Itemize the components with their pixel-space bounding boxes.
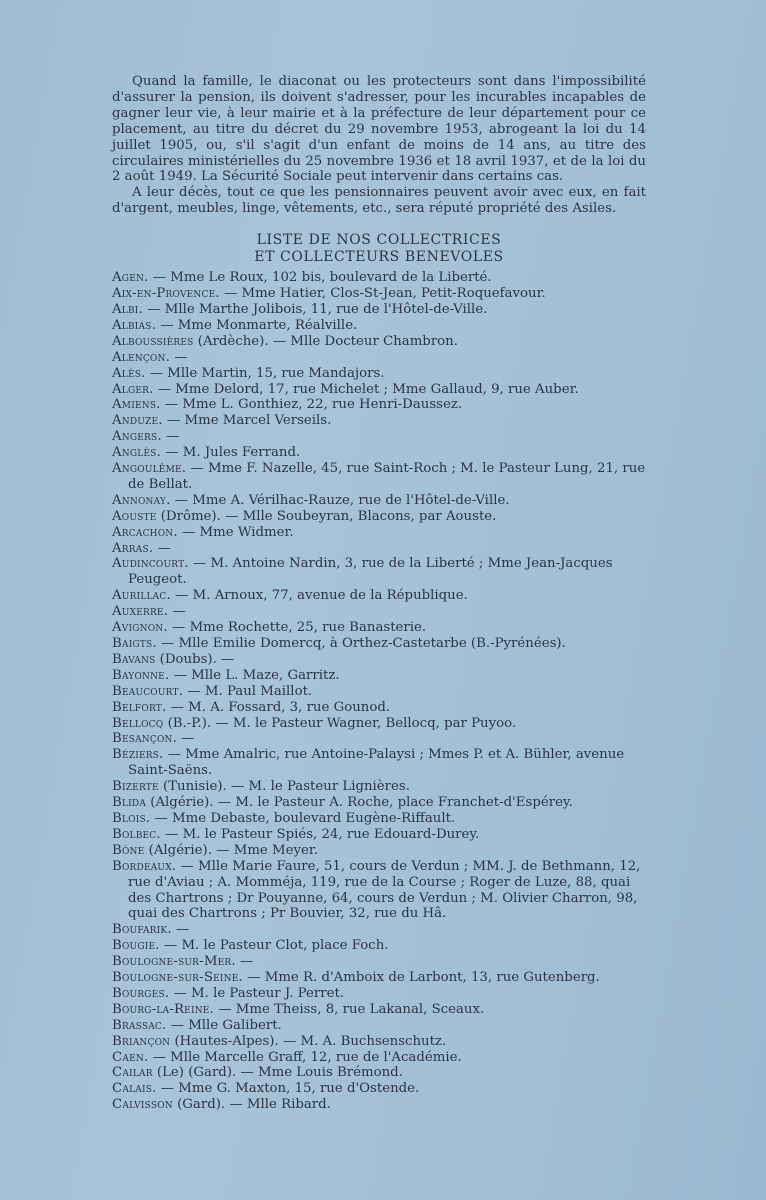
collector-details: — [177,731,195,747]
city-name: Aouste [112,508,157,524]
city-name: Calvisson [112,1097,173,1113]
list-item [112,1081,646,1097]
collector-details: (B.-P.). — M. le Pasteur Wagner, Bellocq, par Puyoo. [163,715,517,731]
city-name: Audincourt. [112,556,189,572]
collector-details: — M. Jules Ferrand. [161,445,301,461]
collector-details: (Algérie). — Mme Meyer. [144,842,319,858]
city-name: Bourg-la-Reine. [112,1001,214,1017]
collector-details: — M. le Pasteur Clot, place Foch. [159,938,389,954]
collector-details: — Mme Widmer. [177,524,294,540]
collector-details: — Mme G. Maxton, 15, rue d'Ostende. [156,1081,420,1097]
list-item [112,779,646,795]
collector-details: — Mlle Emilie Domercq, à Orthez-Castetarbe (B.-Pyrénées). [156,636,566,651]
city-name: Bône [112,842,145,858]
intro-text [112,74,646,217]
collector-details: (Algérie). — M. le Pasteur A. Roche, place Franchet-d'Espérey. [146,795,573,811]
list-item [112,509,646,525]
city-name: Anduze. [112,413,163,429]
list-item [112,954,646,970]
collector-details: — Mlle Marie Faure, 51, cours de Verdun ; MM. J. de Bethmann, 12, rue d'Aviau ; A. Momméja, 119, rue de la Course ; Roger de Luze, 88, quai des Chartrons ; Dr Pouyanne, 64, cours de Verdun ; M. Olivier Charron, 98, quai des Chartrons ; Pr Bouvier, 32, rue du Hâ. [128,858,641,922]
list-item [112,302,646,318]
list-item [112,795,646,811]
collector-list [112,270,646,1113]
list-item [112,525,646,541]
heading-line: ET COLLECTEURS BENEVOLES [254,249,504,266]
city-name: Arcachon. [112,524,178,540]
list-item [112,270,646,286]
city-name: Bolbec. [112,826,161,842]
list-item [112,747,646,779]
city-name: Alès. [112,365,146,381]
city-name: Anglès. [112,445,162,461]
document-page [112,74,646,1113]
city-name: Amiens. [112,397,161,413]
city-name: Alboussières [112,333,194,349]
city-name: Bayonne. [112,667,170,683]
collector-details: — Mme Delord, 17, rue Michelet ; Mme Gallaud, 9, rue Auber. [153,381,579,397]
collector-details: — Mme Monmarte, Réalville. [156,317,358,333]
city-name: Avignon. [112,620,168,636]
collector-details: — Mme Le Roux, 102 bis, boulevard de la Liberté. [148,270,492,286]
list-item [112,1065,646,1081]
list-item [112,445,646,461]
city-name: Albi. [112,301,143,317]
list-item [112,1034,646,1050]
list-item [112,350,646,366]
city-name: Beaucourt. [112,683,184,699]
collector-details: — Mme Rochette, 25, rue Banasterie. [167,620,427,636]
city-name: Agen. [112,270,149,286]
collector-details: — Mlle Marthe Jolibois, 11, rue de l'Hôtel-de-Ville. [142,301,488,317]
city-name: Auxerre. [112,604,169,620]
city-name: Boufarik. [112,922,172,938]
city-name: Baigts. [112,636,157,651]
list-item [112,366,646,382]
collector-details: — Mme Amalric, rue Antoine-Palaysi ; Mmes P. et A. Bühler, avenue Saint-Saëns. [128,747,625,779]
list-item [112,397,646,413]
city-name: Annonay. [112,492,171,508]
list-item [112,286,646,302]
city-name: Angoulême. [112,461,187,477]
collector-details: — [168,604,186,620]
intro-paragraph: A leur décès, tout ce que les pensionnaires peuvent avoir avec eux, en fait d'argent, meubles, linge, vêtements, etc., sera réputé propriété des Asiles. [112,185,646,217]
collector-details: — Mme Hatier, Clos-St-Jean, Petit-Roquefavour. [219,286,546,302]
city-name: Boulogne-sur-Seine. [112,970,243,986]
list-item [112,1002,646,1018]
list-item [112,429,646,445]
city-name: Arras. [112,540,154,556]
collector-details: (Drôme). — Mlle Soubeyran, Blacons, par Aouste. [156,508,497,524]
city-name: Bordeaux. [112,858,177,874]
city-name: Aix-en-Provence. [112,286,220,302]
city-name: Bourges. [112,985,170,1001]
city-name: Angers. [112,429,162,445]
heading-line: LISTE DE NOS COLLECTRICES [256,232,502,249]
list-item [112,588,646,604]
collector-details: — M. Antoine Nardin, 3, rue de la Liberté ; Mme Jean-Jacques Peugeot. [128,556,613,588]
list-item [112,1050,646,1066]
list-item [112,1018,646,1034]
collector-details: — [235,954,254,970]
collector-details: — Mme Debaste, boulevard Eugène-Riffault. [150,810,456,826]
collector-details: — [153,540,171,556]
collector-details: — Mlle Galibert. [166,1017,282,1033]
list-item [112,716,646,732]
list-item [112,413,646,429]
list-item [112,668,646,684]
list-item [112,811,646,827]
list-item [112,859,646,923]
collector-details: — [171,922,190,938]
intro-paragraph: Quand la famille, le diaconat ou les protecteurs sont dans l'impossibilité d'assurer la pension, ils doivent s'adresser, pour les incurables incapables de gagner leur vie, à leur mairie et à la préfecture de leur département pour ce placement, au titre du décret du 29 novembre 1953, abrogeant la loi du 14 juillet 1905, ou, s'il s'agit d'un enfant de moins de 14 ans, au titre des circulaires ministérielles du 25 novembre 1936 et 18 avril 1937, et de la loi du 2 août 1949. La Sécurité Sociale peut intervenir dans certains cas. [112,74,646,185]
city-name: Cailar [112,1065,153,1081]
list-item [112,541,646,557]
list-heading [112,232,646,266]
list-item [112,620,646,636]
list-item [112,493,646,509]
city-name: Blois. [112,810,151,826]
collector-details: (Gard). — Mlle Ribard. [172,1097,331,1113]
city-name: Bizerte [112,779,159,795]
list-item [112,700,646,716]
list-item [112,318,646,334]
list-item [112,604,646,620]
city-name: Bougie. [112,938,160,954]
list-item [112,636,646,652]
collector-details: — Mme Marcel Verseils. [162,413,332,429]
list-item [112,1097,646,1113]
list-item [112,827,646,843]
city-name: Alger. [112,381,154,397]
collector-details: — Mlle L. Maze, Garritz. [169,667,340,683]
collector-details: (Doubs). — [155,651,235,667]
list-item [112,731,646,747]
city-name: Albias. [112,317,157,333]
city-name: Briançon [112,1033,171,1049]
city-name: Brassac. [112,1017,167,1033]
collector-details: — Mlle Marcelle Graff, 12, rue de l'Académie. [148,1049,462,1065]
city-name: Caen. [112,1049,149,1065]
list-item [112,843,646,859]
list-item [112,382,646,398]
list-item [112,461,646,493]
city-name: Besançon. [112,731,178,747]
collector-details: — Mme A. Vérilhac-Rauze, rue de l'Hôtel-de-Ville. [170,492,510,508]
collector-details: (Hautes-Alpes). — M. A. Buchsenschutz. [170,1033,447,1049]
city-name: Bavans [112,651,156,667]
list-item [112,684,646,700]
city-name: Alençon. [112,349,170,365]
collector-details: — M. Arnoux, 77, avenue de la République. [170,588,468,604]
city-name: Belfort. [112,699,167,715]
list-item [112,986,646,1002]
collector-details: — M. A. Fossard, 3, rue Gounod. [166,699,391,715]
collector-details: (Ardèche). — Mlle Docteur Chambron. [193,333,458,349]
city-name: Bellocq [112,715,164,731]
list-item [112,938,646,954]
city-name: Calais. [112,1081,157,1097]
list-item [112,922,646,938]
collector-details: — Mme L. Gonthiez, 22, rue Henri-Daussez. [160,397,463,413]
city-name: Boulogne-sur-Mer. [112,954,236,970]
collector-details: — Mme Theiss, 8, rue Lakanal, Sceaux. [213,1001,485,1017]
collector-details: — M. le Pasteur J. Perret. [169,985,345,1001]
collector-details: — Mme R. d'Amboix de Larbont, 13, rue Gutenberg. [242,970,600,986]
collector-details: — [170,349,188,365]
city-name: Blida [112,795,147,811]
city-name: Béziers. [112,747,164,763]
list-item [112,556,646,588]
list-item [112,652,646,668]
list-item [112,970,646,986]
collector-details: — Mme F. Nazelle, 45, rue Saint-Roch ; M. le Pasteur Lung, 21, rue de Bellat. [128,461,646,492]
collector-details: (Tunisie). — M. le Pasteur Lignières. [158,779,410,795]
collector-details: — Mlle Martin, 15, rue Mandajors. [145,365,385,381]
collector-details: — [161,429,180,445]
collector-details: — M. le Pasteur Spiés, 24, rue Edouard-Durey. [160,826,480,842]
city-name: Aurillac. [112,588,171,604]
collector-details: (Le) (Gard). — Mme Louis Brémond. [152,1065,403,1081]
collector-details: — M. Paul Maillot. [183,683,313,699]
list-item [112,334,646,350]
